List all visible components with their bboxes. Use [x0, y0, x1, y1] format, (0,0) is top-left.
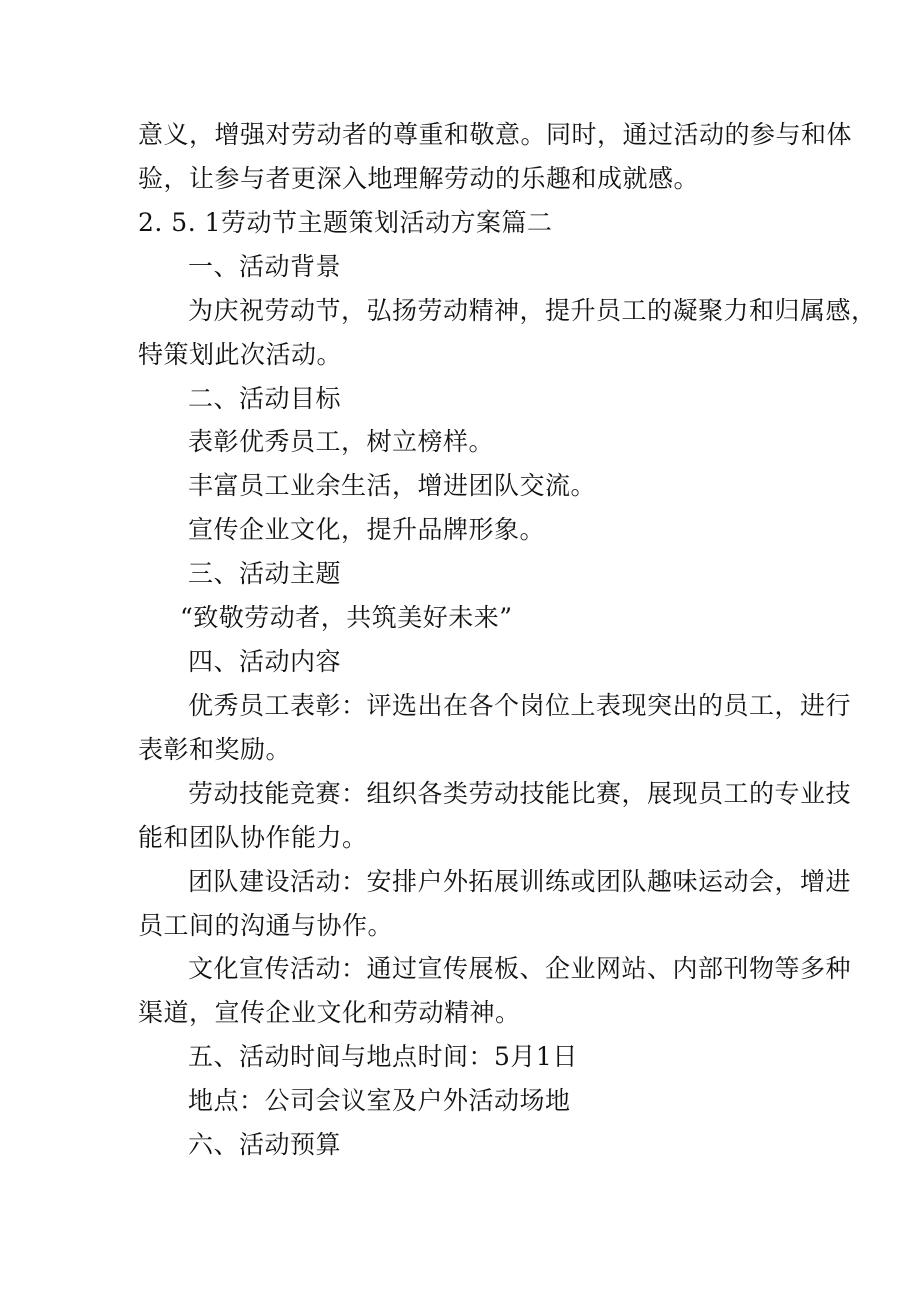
content-item-1-line-2: 表彰和奖励。 [138, 735, 292, 764]
content-heading: 四、活动内容 [188, 647, 342, 676]
goals-heading: 二、活动目标 [188, 384, 342, 413]
background-text-line-2: 特策划此次活动。 [138, 340, 343, 369]
intro-line-2: 验，让参与者更深入地理解劳动的乐趣和成就感。 [138, 164, 700, 193]
place-line: 地点：公司会议室及户外活动场地 [188, 1086, 571, 1115]
section-heading: 2. 5. 1劳动节主题策划活动方案篇二 [138, 208, 553, 237]
time-place-heading: 五、活动时间与地点时间：5月1日 [188, 1042, 578, 1071]
content-item-3-line-1: 团队建设活动：安排户外拓展训练或团队趣味运动会，增进 [188, 867, 852, 896]
content-item-2-line-2: 能和团队协作能力。 [138, 823, 368, 852]
goal-item: 丰富员工业余生活，增进团队交流。 [188, 471, 597, 500]
background-text-line-1: 为庆祝劳动节，弘扬劳动精神，提升员工的凝聚力和归属感， [188, 296, 877, 325]
content-item-4-line-1: 文化宣传活动：通过宣传展板、企业网站、内部刊物等多种 [188, 954, 852, 983]
content-item-1-line-1: 优秀员工表彰：评选出在各个岗位上表现突出的员工，进行 [188, 691, 852, 720]
theme-heading: 三、活动主题 [188, 559, 342, 588]
goal-item: 宣传企业文化，提升品牌形象。 [188, 515, 546, 544]
background-heading: 一、活动背景 [188, 252, 342, 281]
content-item-3-line-2: 员工间的沟通与协作。 [138, 911, 394, 940]
theme-slogan: “致敬劳动者，共筑美好未来” [180, 603, 513, 632]
budget-heading: 六、活动预算 [188, 1130, 342, 1159]
intro-line-1: 意义，增强对劳动者的尊重和敬意。同时，通过活动的参与和体 [138, 120, 853, 149]
content-item-2-line-1: 劳动技能竞赛：组织各类劳动技能比赛，展现员工的专业技 [188, 779, 852, 808]
content-item-4-line-2: 渠道，宣传企业文化和劳动精神。 [138, 998, 521, 1027]
goal-item: 表彰优秀员工，树立榜样。 [188, 427, 495, 456]
